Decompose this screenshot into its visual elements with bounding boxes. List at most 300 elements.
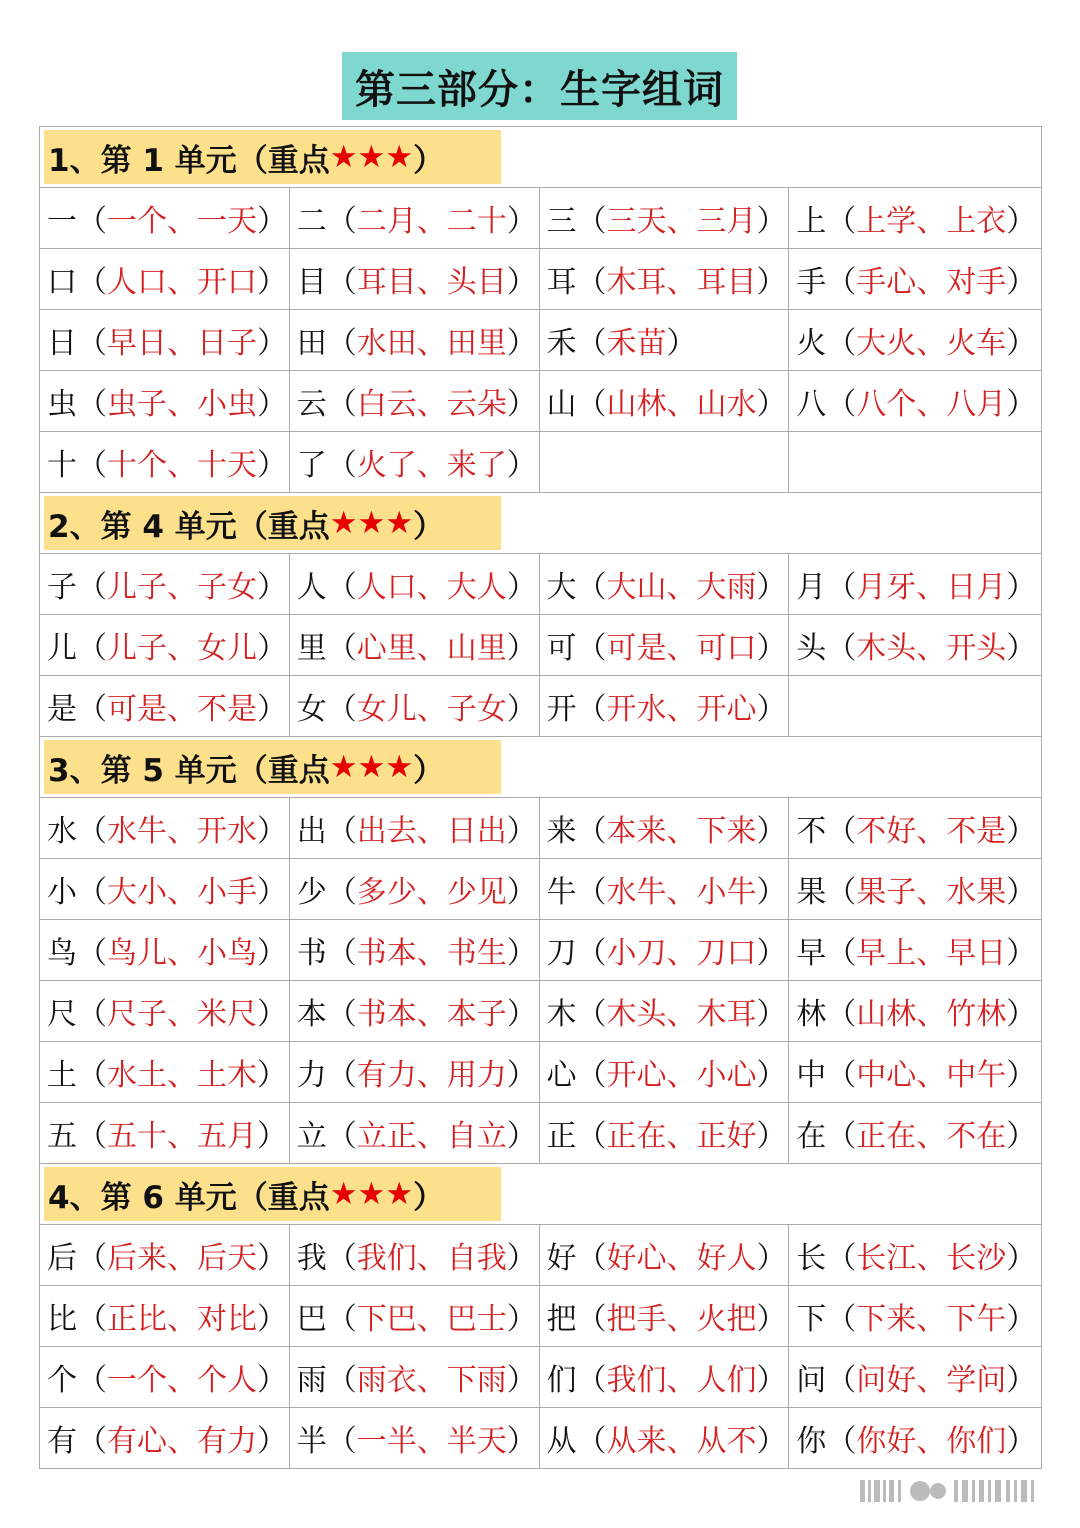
vocab-cell: [789, 249, 1042, 310]
star-rating-icon: ★★★: [329, 1176, 414, 1212]
vocab-cell: [290, 554, 540, 615]
vocab-cell: [40, 188, 290, 249]
open-paren: （: [77, 692, 107, 727]
vocab-words: 我们、自我: [356, 1241, 507, 1276]
vocab-words: 本来、下来: [606, 814, 757, 849]
vocab-words: 木头、开头: [856, 631, 1007, 666]
vocab-character: 立: [296, 1119, 327, 1154]
vocab-words: 后来、后天: [107, 1241, 257, 1276]
open-paren: （: [826, 875, 857, 910]
vocab-words: 二月、二十: [356, 204, 507, 239]
close-paren: ）: [257, 1302, 287, 1337]
vocab-cell: [290, 188, 540, 249]
vocab-character: 一: [47, 204, 77, 239]
vocab-cell: [290, 615, 540, 676]
section-heading-row: [40, 127, 1042, 188]
close-paren: ）: [506, 1058, 537, 1093]
open-paren: （: [77, 1058, 107, 1093]
table-row: [40, 1225, 1042, 1286]
vocab-character: 火: [796, 326, 827, 361]
close-paren: ）: [257, 1119, 287, 1154]
open-paren: （: [826, 1119, 857, 1154]
vocab-character: 巴: [296, 1302, 327, 1337]
open-paren: （: [77, 631, 107, 666]
close-paren: ）: [257, 997, 287, 1032]
vocab-character: 刀: [546, 936, 577, 971]
vocab-character: 上: [796, 204, 827, 239]
vocab-words: 木头、木耳: [606, 997, 757, 1032]
vocab-words: 耳目、头目: [356, 265, 507, 300]
table-row: [40, 615, 1042, 676]
vocab-cell: [290, 859, 540, 920]
close-paren: ）: [257, 692, 287, 727]
vocab-cell: [40, 676, 290, 737]
vocab-character: 田: [296, 326, 327, 361]
vocab-cell: [540, 1347, 790, 1408]
vocab-words: 三天、三月: [606, 204, 757, 239]
close-paren: ）: [257, 1058, 287, 1093]
vocab-cell: [290, 981, 540, 1042]
section-heading-row: [40, 1164, 1042, 1225]
vocab-character: 我: [296, 1241, 327, 1276]
open-paren: （: [326, 875, 357, 910]
vocab-character: 了: [296, 448, 327, 483]
close-paren: ）: [506, 1424, 537, 1459]
table-row: [40, 981, 1042, 1042]
vocab-cell: [540, 920, 790, 981]
table-row: [40, 920, 1042, 981]
open-paren: （: [826, 265, 857, 300]
close-paren: ）: [257, 570, 287, 605]
vocab-words: 正比、对比: [107, 1302, 257, 1337]
vocab-character: 中: [796, 1058, 827, 1093]
close-paren: ）: [506, 814, 537, 849]
vocab-cell: [40, 920, 290, 981]
open-paren: （: [826, 326, 857, 361]
vocab-words: 上学、上衣: [856, 204, 1007, 239]
vocab-cell: [40, 249, 290, 310]
vocab-words: 儿子、女儿: [107, 631, 257, 666]
vocab-character: 是: [47, 692, 77, 727]
close-paren: ）: [1006, 570, 1037, 605]
close-paren: ）: [666, 326, 697, 361]
vocab-words: 月牙、日月: [856, 570, 1007, 605]
vocab-character: 月: [796, 570, 827, 605]
vocab-cell: [290, 1408, 540, 1469]
close-paren: ）: [1006, 875, 1037, 910]
vocab-words: 果子、水果: [856, 875, 1007, 910]
vocab-cell: [540, 615, 790, 676]
vocab-character: 雨: [296, 1363, 327, 1398]
vocab-words: 大山、大雨: [606, 570, 757, 605]
open-paren: （: [576, 570, 607, 605]
close-paren: ）: [1006, 814, 1037, 849]
vocab-words: 下来、下午: [856, 1302, 1007, 1337]
table-row: [40, 188, 1042, 249]
open-paren: （: [77, 570, 107, 605]
vocab-cell: [40, 432, 290, 493]
open-paren: （: [326, 265, 357, 300]
vocab-cell: [540, 371, 790, 432]
vocab-cell: [540, 249, 790, 310]
table-row: [40, 554, 1042, 615]
open-paren: （: [826, 570, 857, 605]
vocab-character: 在: [796, 1119, 827, 1154]
open-paren: （: [77, 1363, 107, 1398]
open-paren: （: [826, 204, 857, 239]
vocab-character: 下: [796, 1302, 827, 1337]
vocab-character: 出: [296, 814, 327, 849]
vocab-character: 有: [47, 1424, 77, 1459]
close-paren: ）: [506, 1302, 537, 1337]
vocab-words: 早日、日子: [107, 326, 257, 361]
section-heading: [44, 496, 501, 550]
vocab-words: 早上、早日: [856, 936, 1007, 971]
close-paren: ）: [257, 326, 287, 361]
open-paren: （: [326, 814, 357, 849]
vocab-words: 五十、五月: [107, 1119, 257, 1154]
vocab-cell: [40, 1042, 290, 1103]
open-paren: （: [576, 631, 607, 666]
vocab-words: 不好、不是: [856, 814, 1007, 849]
vocab-words: 正在、不在: [856, 1119, 1007, 1154]
close-paren: ）: [506, 204, 537, 239]
vocab-character: 儿: [47, 631, 77, 666]
vocab-character: 木: [546, 997, 577, 1032]
vocab-character: 土: [47, 1058, 77, 1093]
page-title: 第三部分：生字组词: [342, 52, 737, 120]
vocab-words: 虫子、小虫: [107, 387, 257, 422]
close-paren: ）: [1006, 387, 1037, 422]
vocab-words: 水土、土木: [107, 1058, 257, 1093]
open-paren: （: [326, 692, 357, 727]
vocab-words: 水田、田里: [356, 326, 507, 361]
close-paren: ）: [257, 631, 287, 666]
vocab-cell: [540, 676, 790, 737]
open-paren: （: [576, 387, 607, 422]
vocab-character: 问: [796, 1363, 827, 1398]
section-heading-row: [40, 493, 1042, 554]
vocab-cell: [789, 676, 1042, 737]
close-paren: ）: [1006, 265, 1037, 300]
vocab-character: 力: [296, 1058, 327, 1093]
vocab-words: 鸟儿、小鸟: [107, 936, 257, 971]
vocab-words: 十个、十天: [107, 448, 257, 483]
vocab-words: 人口、开口: [107, 265, 257, 300]
table-row: [40, 310, 1042, 371]
vocab-words: 你好、你们: [856, 1424, 1007, 1459]
open-paren: （: [77, 1241, 107, 1276]
section-heading-text: 1、第 1 单元（重点: [48, 142, 330, 179]
vocab-character: 鸟: [47, 936, 77, 971]
open-paren: （: [826, 1058, 857, 1093]
vocab-character: 林: [796, 997, 827, 1032]
vocab-cell: [290, 798, 540, 859]
vocab-character: 个: [47, 1363, 77, 1398]
vocab-character: 比: [47, 1302, 77, 1337]
open-paren: （: [576, 265, 607, 300]
vocab-cell: [789, 920, 1042, 981]
close-paren: ）: [756, 1424, 787, 1459]
close-paren: ）: [756, 1363, 787, 1398]
vocab-words: 开水、开心: [606, 692, 757, 727]
open-paren: （: [576, 875, 607, 910]
close-paren: ）: [506, 448, 537, 483]
open-paren: （: [826, 814, 857, 849]
open-paren: （: [77, 814, 107, 849]
open-paren: （: [326, 1424, 357, 1459]
vocab-words: 下巴、巴士: [356, 1302, 507, 1337]
open-paren: （: [77, 1119, 107, 1154]
vocab-cell: [789, 1103, 1042, 1164]
vocab-cell: [290, 1347, 540, 1408]
vocab-words: 儿子、子女: [107, 570, 257, 605]
vocab-character: 尺: [47, 997, 77, 1032]
open-paren: （: [576, 1058, 607, 1093]
vocab-cell: [540, 1408, 790, 1469]
vocab-character: 果: [796, 875, 827, 910]
close-paren: ）: [506, 936, 537, 971]
close-paren: ）: [506, 1119, 537, 1154]
close-paren: ）: [756, 875, 787, 910]
vocab-character: 不: [796, 814, 827, 849]
close-paren: ）: [257, 1241, 287, 1276]
vocab-character: 日: [47, 326, 77, 361]
vocab-words: 一半、半天: [356, 1424, 507, 1459]
vocab-words: 大火、火车: [856, 326, 1007, 361]
vocab-words: 女儿、子女: [356, 692, 507, 727]
table-row: [40, 1042, 1042, 1103]
vocab-cell: [789, 1225, 1042, 1286]
vocab-character: 禾: [546, 326, 577, 361]
close-paren: ）: [756, 814, 787, 849]
vocab-character: 山: [546, 387, 577, 422]
vocab-character: 口: [47, 265, 77, 300]
close-paren: ）: [506, 875, 537, 910]
vocab-words: 问好、学问: [856, 1363, 1007, 1398]
vocab-words: 火了、来了: [356, 448, 507, 483]
close-paren: ）: [506, 997, 537, 1032]
vocab-cell: [290, 249, 540, 310]
vocab-cell: [290, 371, 540, 432]
vocab-cell: [290, 310, 540, 371]
open-paren: （: [826, 1241, 857, 1276]
section-heading: [44, 130, 501, 184]
open-paren: （: [77, 265, 107, 300]
vocab-words: 山林、竹林: [856, 997, 1007, 1032]
vocab-character: 五: [47, 1119, 77, 1154]
open-paren: （: [826, 631, 857, 666]
close-paren: ）: [756, 1241, 787, 1276]
vocab-character: 子: [47, 570, 77, 605]
open-paren: （: [326, 1119, 357, 1154]
open-paren: （: [77, 448, 107, 483]
open-paren: （: [326, 448, 357, 483]
vocab-character: 开: [546, 692, 577, 727]
section-heading-text: 4、第 6 单元（重点: [48, 1179, 330, 1216]
vocab-cell: [40, 554, 290, 615]
close-paren: ）: [257, 448, 287, 483]
vocab-table: [39, 126, 1042, 1469]
vocab-cell: [540, 981, 790, 1042]
vocab-character: 书: [296, 936, 327, 971]
vocab-cell: [789, 1408, 1042, 1469]
close-paren: ）: [257, 265, 287, 300]
close-paren: ）: [1006, 1424, 1037, 1459]
vocab-cell: [40, 859, 290, 920]
vocab-words: 正在、正好: [606, 1119, 757, 1154]
watermark-barcode-icon: [858, 1478, 1058, 1504]
vocab-character: 十: [47, 448, 77, 483]
vocab-words: 立正、自立: [356, 1119, 507, 1154]
open-paren: （: [326, 204, 357, 239]
close-paren: ）: [1006, 326, 1037, 361]
section-heading-close: ）: [413, 142, 445, 179]
vocab-character: 你: [796, 1424, 827, 1459]
open-paren: （: [826, 1302, 857, 1337]
open-paren: （: [77, 326, 107, 361]
vocab-cell: [40, 981, 290, 1042]
close-paren: ）: [506, 1241, 537, 1276]
vocab-words: 多少、少见: [356, 875, 507, 910]
close-paren: ）: [756, 570, 787, 605]
vocab-words: 一个、个人: [107, 1363, 257, 1398]
vocab-words: 可是、不是: [107, 692, 257, 727]
vocab-words: 我们、人们: [606, 1363, 757, 1398]
close-paren: ）: [1006, 997, 1037, 1032]
open-paren: （: [77, 387, 107, 422]
vocab-character: 牛: [546, 875, 577, 910]
vocab-cell: [540, 798, 790, 859]
vocab-cell: [290, 1042, 540, 1103]
vocab-character: 人: [296, 570, 327, 605]
vocab-words: 可是、可口: [606, 631, 757, 666]
open-paren: （: [77, 1302, 107, 1337]
vocab-words: 出去、日出: [356, 814, 507, 849]
close-paren: ）: [506, 631, 537, 666]
close-paren: ）: [1006, 1363, 1037, 1398]
vocab-words: 从来、从不: [606, 1424, 757, 1459]
close-paren: ）: [1006, 1302, 1037, 1337]
vocab-words: 水牛、开水: [107, 814, 257, 849]
vocab-cell: [540, 554, 790, 615]
close-paren: ）: [257, 387, 287, 422]
vocab-character: 小: [47, 875, 77, 910]
close-paren: ）: [257, 1363, 287, 1398]
section-heading-text: 2、第 4 单元（重点: [48, 508, 330, 545]
vocab-words: 一个、一天: [107, 204, 257, 239]
vocab-character: 云: [296, 387, 327, 422]
vocab-cell: [290, 920, 540, 981]
vocab-cell: [540, 859, 790, 920]
vocab-cell: [290, 676, 540, 737]
vocab-character: 心: [546, 1058, 577, 1093]
vocab-words: 禾苗: [606, 326, 667, 361]
vocab-character: 正: [546, 1119, 577, 1154]
vocab-words: 书本、本子: [356, 997, 507, 1032]
vocab-words: 心里、山里: [356, 631, 507, 666]
open-paren: （: [826, 1424, 857, 1459]
open-paren: （: [576, 936, 607, 971]
vocab-cell: [540, 1042, 790, 1103]
close-paren: ）: [756, 1058, 787, 1093]
section-heading: [44, 1167, 501, 1221]
table-row: [40, 1408, 1042, 1469]
vocab-cell: [40, 1408, 290, 1469]
vocab-words: 大小、小手: [107, 875, 257, 910]
close-paren: ）: [756, 387, 787, 422]
close-paren: ）: [1006, 1241, 1037, 1276]
vocab-character: 长: [796, 1241, 827, 1276]
vocab-character: 手: [796, 265, 827, 300]
star-rating-icon: ★★★: [329, 749, 414, 785]
vocab-character: 少: [296, 875, 327, 910]
table-row: [40, 676, 1042, 737]
vocab-cell: [789, 310, 1042, 371]
open-paren: （: [576, 1302, 607, 1337]
close-paren: ）: [506, 265, 537, 300]
close-paren: ）: [1006, 631, 1037, 666]
open-paren: （: [326, 387, 357, 422]
table-row: [40, 432, 1042, 493]
table-row: [40, 1286, 1042, 1347]
vocab-character: 来: [546, 814, 577, 849]
open-paren: （: [826, 997, 857, 1032]
vocab-cell: [789, 1347, 1042, 1408]
vocab-words: 有心、有力: [107, 1424, 257, 1459]
vocab-words: 白云、云朵: [356, 387, 507, 422]
open-paren: （: [576, 814, 607, 849]
vocab-words: 八个、八月: [856, 387, 1007, 422]
vocab-character: 水: [47, 814, 77, 849]
vocab-cell: [789, 188, 1042, 249]
open-paren: （: [826, 387, 857, 422]
vocab-character: 女: [296, 692, 327, 727]
open-paren: （: [326, 631, 357, 666]
open-paren: （: [326, 1241, 357, 1276]
vocab-words: 水牛、小牛: [606, 875, 757, 910]
table-row: [40, 798, 1042, 859]
close-paren: ）: [756, 1119, 787, 1154]
open-paren: （: [77, 1424, 107, 1459]
open-paren: （: [326, 997, 357, 1032]
vocab-words: 人口、大人: [356, 570, 507, 605]
close-paren: ）: [756, 204, 787, 239]
vocab-cell: [789, 432, 1042, 493]
close-paren: ）: [1006, 1058, 1037, 1093]
close-paren: ）: [1006, 1119, 1037, 1154]
vocab-character: 可: [546, 631, 577, 666]
open-paren: （: [77, 997, 107, 1032]
vocab-character: 目: [296, 265, 327, 300]
open-paren: （: [826, 936, 857, 971]
vocab-cell: [40, 1347, 290, 1408]
vocab-character: 早: [796, 936, 827, 971]
close-paren: ）: [756, 631, 787, 666]
open-paren: （: [576, 1363, 607, 1398]
open-paren: （: [326, 936, 357, 971]
vocab-words: 把手、火把: [606, 1302, 757, 1337]
vocab-words: 好心、好人: [606, 1241, 757, 1276]
open-paren: （: [576, 326, 607, 361]
vocab-words: 长江、长沙: [856, 1241, 1007, 1276]
vocab-cell: [540, 310, 790, 371]
vocab-words: 有力、用力: [356, 1058, 507, 1093]
vocab-cell: [540, 1225, 790, 1286]
vocab-cell: [540, 188, 790, 249]
vocab-character: 八: [796, 387, 827, 422]
vocab-character: 从: [546, 1424, 577, 1459]
